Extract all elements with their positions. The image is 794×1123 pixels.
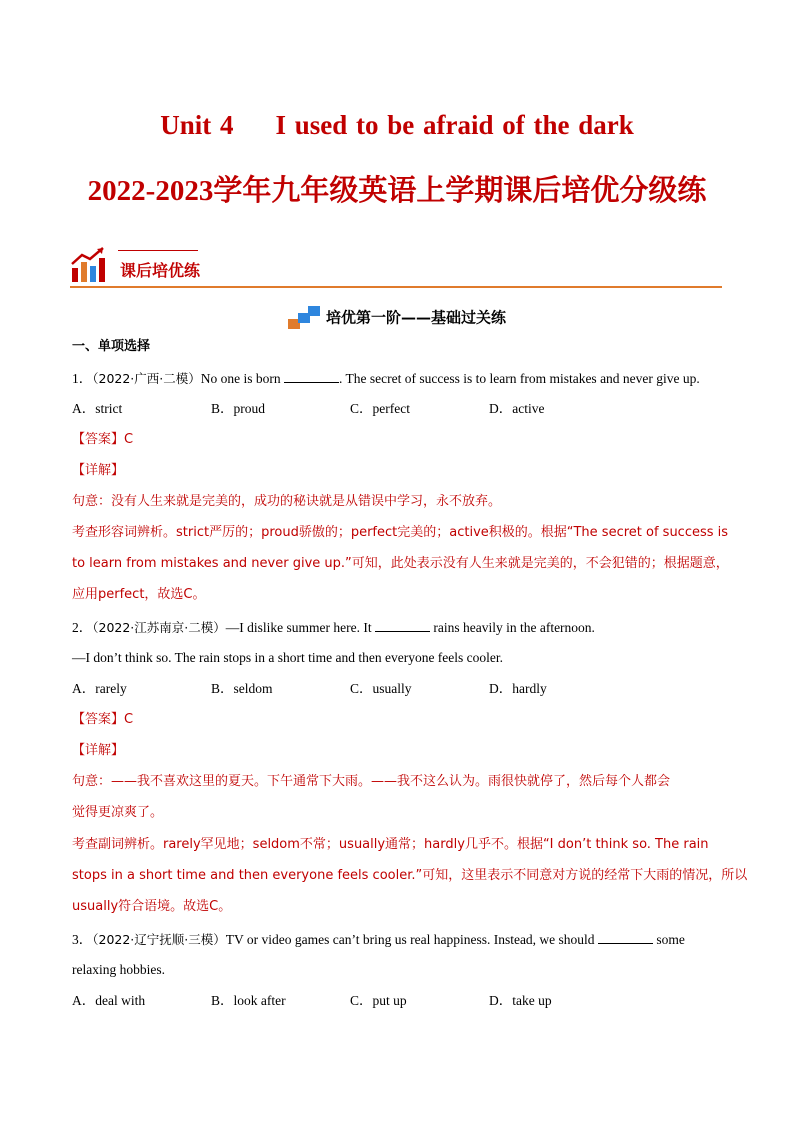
question-source: （2022·江苏南京·二模） [92,620,226,635]
question-1-stem: 1．（2022·广西·二模）No one is born . The secret of success is to learn from mistakes and never give up. [72,368,727,389]
part-heading: 一、单项选择 [72,339,151,354]
question-1-options [72,399,727,419]
option-d: D．take up [489,993,552,1008]
question-source: （2022·辽宁抚顺·三模） [92,932,226,947]
level-heading [0,305,794,331]
question-3-stem-line-2: relaxing hobbies. [72,962,165,977]
option-b: B．seldom [211,681,273,696]
option-b: B．proud [211,401,265,416]
option-a: A．rarely [72,681,127,696]
option-c: C．put up [350,993,407,1008]
question-2-options [72,679,727,699]
stairs-icon [288,305,322,331]
question-3-options [72,991,727,1011]
question-1-analysis-line-1: 考查形容词辨析。strict严厉的；proud骄傲的；perfect完美的；active积极的。根据“The secret of success is [72,525,729,540]
option-a: A．deal with [72,993,146,1008]
title-course: 2022-2023学年九年级英语上学期课后培优分级练 [87,175,707,207]
option-d: D．hardly [489,681,547,696]
option-c: C．usually [350,681,412,696]
question-1-analysis-line-3: 应用perfect，故选C。 [72,587,206,602]
question-2-analysis-line-2: stops in a short time and then everyone feels cooler.”可知，这里表示不同意对方说的经常下大雨的情况，所以 [72,868,748,883]
option-d: D．active [489,401,545,416]
question-2-meaning-line-2: 觉得更凉爽了。 [72,805,164,820]
question-2-meaning-line-1: 句意：——我不喜欢这里的夏天。下午通常下大雨。——我不这么认为。雨很快就停了，然后每个人都会 [72,774,671,789]
question-2-answer: 【答案】C [72,712,134,727]
section-label: 课后培优练 [120,261,201,280]
chart-growth-icon [70,246,110,284]
question-source: （2022·广西·二模） [92,371,201,386]
option-a: A．strict [72,401,123,416]
question-2-analysis-line-1: 考查副词辨析。rarely罕见地；seldom不常；usually通常；hardly几乎不。根据“I don’t think so. The rain [72,837,709,852]
question-1-meaning: 句意：没有人生来就是完美的，成功的秘诀就是从错误中学习，永不放弃。 [72,494,502,509]
question-2-detail-label: 【详解】 [72,743,125,758]
question-2-stem: 2．（2022·江苏南京·二模）—I dislike summer here. It rains heavily in the afternoon. [72,617,727,638]
question-3-stem: 3．（2022·辽宁抚顺·三模）TV or video games can’t bring us real happiness. Instead, we should some [72,929,727,950]
question-1-detail-label: 【详解】 [72,463,125,478]
option-c: C．perfect [350,401,410,416]
title-unit-number: Unit 4 [160,110,234,140]
level-label: 培优第一阶——基础过关练 [325,308,506,327]
title-unit [0,110,794,141]
question-1-answer: 【答案】C [72,432,134,447]
question-2-stem-line-2: —I don’t think so. The rain stops in a short time and then everyone feels cooler. [72,650,504,665]
question-1-analysis-line-2: to learn from mistakes and never give up.”可知，此处表示没有人生来就是完美的，不会犯错的；根据题意， [72,556,729,571]
title-unit-name: I used to be afraid of the dark [275,110,634,140]
section-header [70,244,722,288]
question-2-analysis-line-3: usually符合语境。故选C。 [72,899,232,914]
option-b: B．look after [211,993,286,1008]
